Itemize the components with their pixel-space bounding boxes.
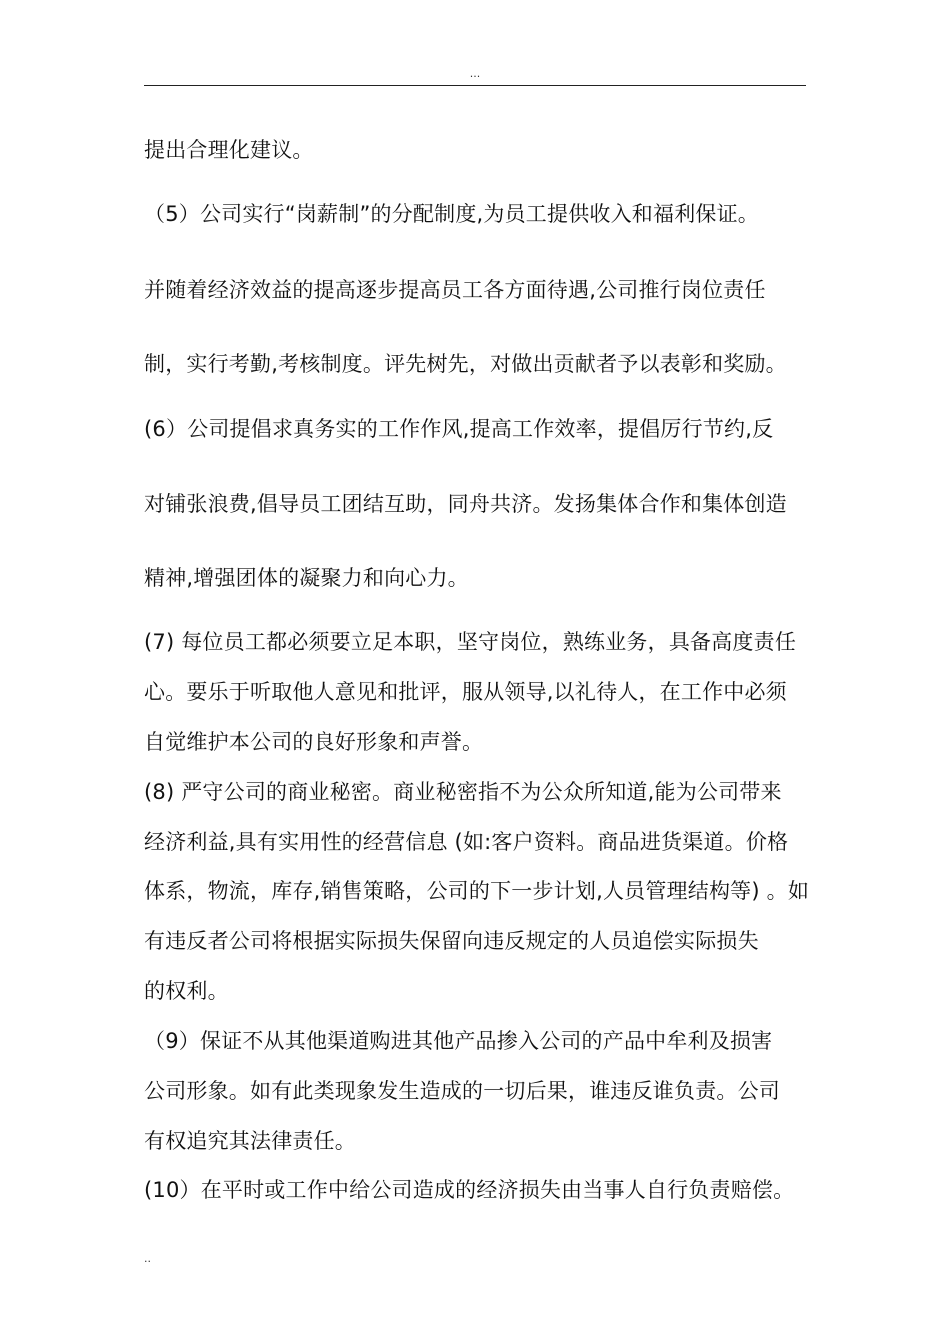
body-line: 经济利益,具有实用性的经营信息 (如:客户资料。商品进货渠道。价格 — [144, 830, 789, 854]
page-footer-mark: .. — [144, 1252, 151, 1265]
header-divider — [144, 85, 806, 86]
body-line: (10）在平时或工作中给公司造成的经济损失由当事人自行负责赔偿。 — [144, 1178, 795, 1202]
body-line: (8) 严守公司的商业秘密。商业秘密指不为公众所知道,能为公司带来 — [144, 780, 782, 804]
body-line: 精神,增强团体的凝聚力和向心力。 — [144, 566, 469, 590]
body-line: 对铺张浪费,倡导员工团结互助，同舟共济。发扬集体合作和集体创造 — [144, 492, 787, 516]
body-line: 的权利。 — [144, 979, 229, 1003]
body-line: 体系，物流，库存,销售策略，公司的下一步计划,人员管理结构等) 。如 — [144, 879, 810, 903]
body-line: （9）保证不从其他渠道购进其他产品掺入公司的产品中牟利及损害 — [144, 1029, 773, 1053]
body-line: （5）公司实行“岗薪制”的分配制度,为员工提供收入和福利保证。 — [144, 202, 759, 226]
body-line: 并随着经济效益的提高逐步提高员工各方面待遇,公司推行岗位责任 — [144, 278, 766, 302]
body-line: 有违反者公司将根据实际损失保留向违反规定的人员追偿实际损失 — [144, 929, 759, 953]
body-line: (6）公司提倡求真务实的工作作风,提高工作效率，提倡厉行节约,反 — [144, 417, 774, 441]
body-line: 制，实行考勤,考核制度。评先树先，对做出贡献者予以表彰和奖励。 — [144, 352, 787, 376]
body-line: (7) 每位员工都必须要立足本职，坚守岗位，熟练业务，具备高度责任 — [144, 630, 797, 654]
body-line: 心。要乐于听取他人意见和批评，服从领导,以礼待人，在工作中必须 — [144, 680, 787, 704]
body-line: 有权追究其法律责任。 — [144, 1129, 356, 1153]
body-line: 自觉维护本公司的良好形象和声誉。 — [144, 730, 484, 754]
body-line: 公司形象。如有此类现象发生造成的一切后果，谁违反谁负责。公司 — [144, 1079, 780, 1103]
body-line: 提出合理化建议。 — [144, 138, 314, 162]
page-header-mark: ... — [469, 67, 481, 80]
